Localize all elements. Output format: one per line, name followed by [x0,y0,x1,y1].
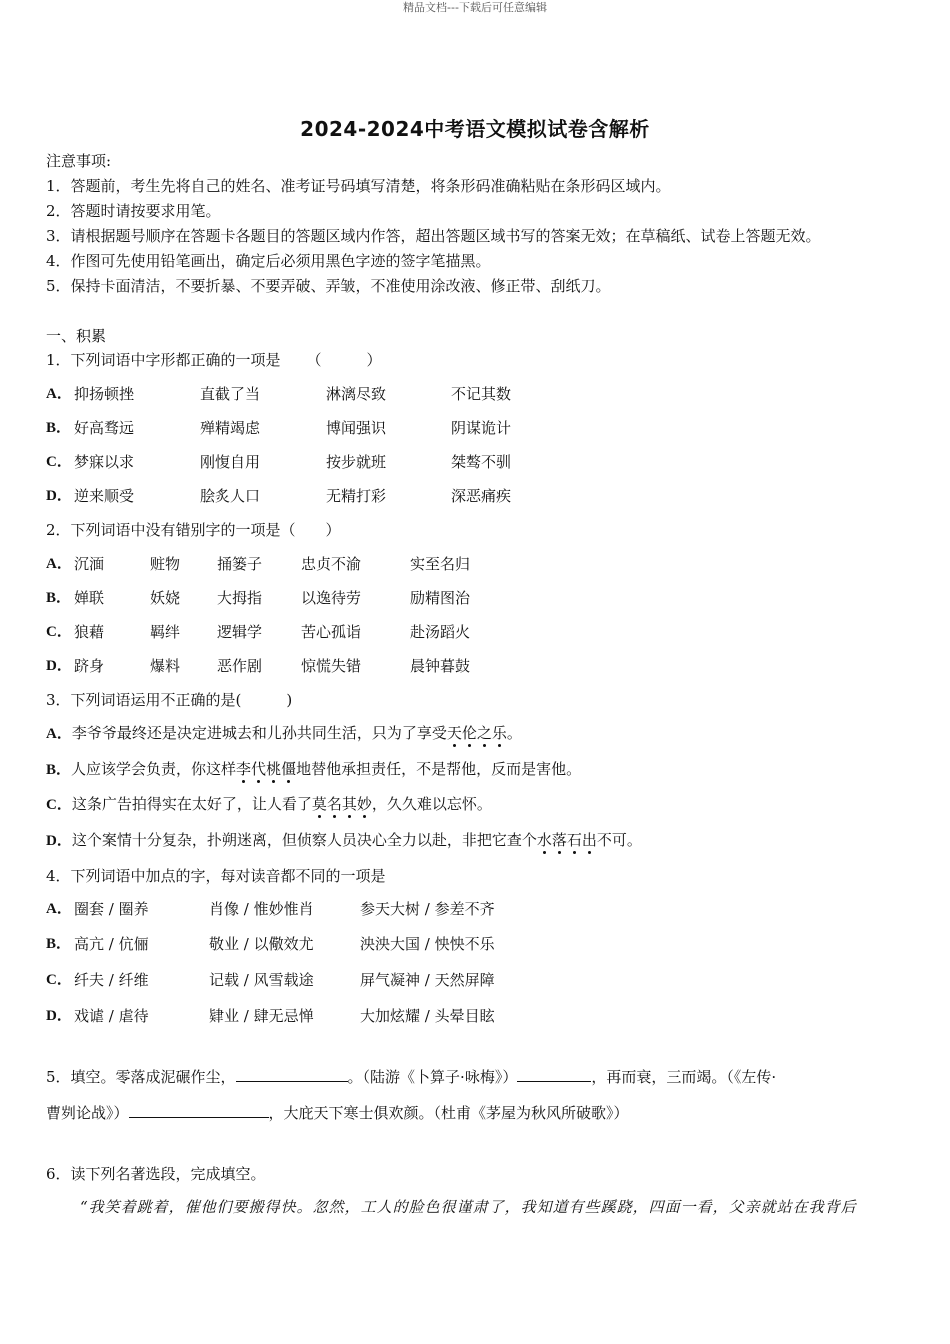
answer-blank[interactable] [129,1103,269,1118]
option-word: 以逸待劳 [301,589,362,607]
option-letter: A． [46,556,72,572]
q1-stem-text: 1．下列词语中字形都正确的一项是 [46,351,281,369]
marked-char: 桃 [266,760,282,778]
notice-item: 3．请根据题号顺序在答题卡各题目的答题区域内作答，超出答题区域书写的答案无效；在草稿纸、试卷上答题无效。 [46,227,821,245]
q5-line-2 [46,1103,629,1123]
q3-option-c [46,794,492,815]
option-word: 淋漓尽致 [326,385,387,403]
option-word: 刚愎自用 [200,453,261,471]
option-word: 捅篓子 [217,555,263,573]
marked-char: 水 [536,831,552,849]
answer-blank[interactable] [517,1067,591,1082]
option-word: 苦心孤诣 [301,623,362,641]
option-word: 高亢 / 伉俪 [74,935,149,953]
option-letter: C． [46,624,72,640]
option-word: 不记其数 [451,385,512,403]
option-letter: B． [46,762,72,778]
option-word: 按步就班 [326,453,387,471]
notice-item: 4．作图可先使用铅笔画出，确定后必须用黑色字迹的签字笔描黑。 [46,252,491,270]
option-word: 纤夫 / 纤维 [74,971,149,989]
option-letter: B． [46,420,72,436]
marked-char: 妙 [356,795,372,813]
q6-stem: 6．读下列名著选段，完成填空。 [46,1165,266,1183]
option-word: 实至名归 [410,555,471,573]
option-word: 晨钟暮鼓 [410,657,471,675]
q3-option-b [46,759,581,780]
option-word: 深恶痛疾 [451,487,512,505]
option-word: 直截了当 [200,385,261,403]
option-word: 泱泱大国 / 怏怏不乐 [360,935,495,953]
marked-char: 莫 [311,795,327,813]
marked-char: 僵 [281,760,297,778]
watermark: 精品文档---下载后可任意编辑 [403,1,547,14]
option-letter: B． [46,936,72,952]
option-letter: A． [46,386,72,402]
option-text: 这条广告拍得实在太好了，让人看了 [71,795,312,813]
q5-line-1 [46,1067,776,1087]
option-letter: C． [46,972,72,988]
option-word: 屏气凝神 / 天然屏障 [360,971,495,989]
option-letter: C． [46,797,72,813]
option-word: 梦寐以求 [74,453,135,471]
q1-stem [46,350,382,370]
option-word: 惊慌失错 [301,657,362,675]
marked-char: 李 [236,760,252,778]
q5-text: 5．填空。零落成泥碾作尘， [46,1068,236,1086]
marked-phrase [312,795,372,813]
option-text: 人应该学会负责，你这样 [71,760,237,778]
option-letter: C． [46,454,72,470]
option-word: 婵联 [74,589,105,607]
marked-char: 出 [581,831,597,849]
option-letter: D． [46,1008,72,1024]
q6-passage: “我笑着跳着，催他们要搬得快。忽然，工人的脸色很谨肃了，我知道有些蹊跷，四面一看，父亲就站在我背后 [80,1198,857,1216]
q1-paren: （ ） [306,351,382,369]
notice-item: 1．答题前，考生先将自己的姓名、准考证号码填写清楚，将条形码准确粘贴在条形码区域内。 [46,177,671,195]
option-word: 羁绊 [150,623,181,641]
option-word: 抑扬顿挫 [74,385,135,403]
marked-char: 落 [551,831,567,849]
option-word: 妖娆 [150,589,181,607]
option-word: 肄业 / 肆无忌惮 [209,1007,314,1025]
option-word: 忠贞不渝 [301,555,362,573]
q3-option-a [46,723,522,744]
option-word: 桀骜不驯 [451,453,512,471]
marked-phrase [537,831,597,849]
marked-char: 天 [446,724,462,742]
notice-item: 5．保持卡面清洁，不要折暴、不要弄破、弄皱，不准使用涂改液、修正带、刮纸刀。 [46,277,611,295]
option-word: 敬业 / 以儆效尤 [209,935,314,953]
marked-char: 代 [251,760,267,778]
option-word: 无精打彩 [326,487,387,505]
marked-char: 乐 [491,724,507,742]
option-word: 沉湎 [74,555,105,573]
option-text: ，久久难以忘怀。 [371,795,492,813]
marked-char: 伦 [461,724,477,742]
option-word: 跻身 [74,657,105,675]
section-heading: 一、积累 [46,327,107,345]
option-word: 阴谋诡计 [451,419,512,437]
q5-text: ，再而衰，三而竭。（《左传· [591,1068,777,1086]
option-letter: D． [46,658,72,674]
option-text: 这个案情十分复杂，扑朔迷离，但侦察人员决心全力以赴，非把它查个 [71,831,537,849]
marked-char: 其 [341,795,357,813]
notice-item: 2．答题时请按要求用笔。 [46,202,221,220]
option-letter: A． [46,726,72,742]
option-word: 博闻强识 [326,419,387,437]
option-text: 李爷爷最终还是决定进城去和儿孙共同生活，只为了享受 [71,724,447,742]
q5-text: 。（陆游《卜算子·咏梅》） [347,1068,518,1086]
q5-text: 曹刿论战》） [46,1104,129,1122]
option-text: 不可。 [596,831,642,849]
option-word: 赃物 [150,555,181,573]
option-letter: A． [46,901,72,917]
option-word: 赴汤蹈火 [410,623,471,641]
q2-stem: 2．下列词语中没有错别字的一项是（ ） [46,521,341,539]
option-word: 逻辑学 [217,623,263,641]
option-word: 戏谑 / 虐待 [74,1007,149,1025]
option-letter: B． [46,590,72,606]
option-word: 圈套 / 圈养 [74,900,149,918]
option-word: 参天大树 / 参差不齐 [360,900,495,918]
option-text: 。 [506,724,522,742]
option-word: 肖像 / 惟妙惟肖 [209,900,314,918]
notice-heading: 注意事项: [46,152,112,170]
q5-text: ，大庇天下寒士俱欢颜。（杜甫《茅屋为秋风所破歌》） [268,1104,629,1122]
option-letter: D． [46,833,72,849]
option-word: 逆来顺受 [74,487,135,505]
marked-phrase [447,724,507,742]
q3-stem: 3．下列词语运用不正确的是( ) [46,691,293,709]
answer-blank[interactable] [236,1067,348,1082]
option-word: 脍炙人口 [200,487,261,505]
marked-phrase [236,760,296,778]
marked-char: 之 [476,724,492,742]
option-word: 记载 / 风雪载途 [209,971,314,989]
q4-stem: 4．下列词语中加点的字，每对读音都不同的一项是 [46,867,386,885]
page-title: 2024-2024中考语文模拟试卷含解析 [300,117,650,141]
option-word: 大拇指 [217,589,263,607]
option-word: 恶作剧 [217,657,263,675]
marked-char: 名 [326,795,342,813]
q3-option-d [46,830,642,851]
option-text: 地替他承担责任，不是帮他，反而是害他。 [296,760,582,778]
marked-char: 石 [566,831,582,849]
option-word: 爆料 [150,657,181,675]
option-word: 大加炫耀 / 头晕目眩 [360,1007,495,1025]
option-word: 殚精竭虑 [200,419,261,437]
option-word: 好高骛远 [74,419,135,437]
option-word: 狼藉 [74,623,105,641]
option-letter: D． [46,488,72,504]
option-word: 励精图治 [410,589,471,607]
